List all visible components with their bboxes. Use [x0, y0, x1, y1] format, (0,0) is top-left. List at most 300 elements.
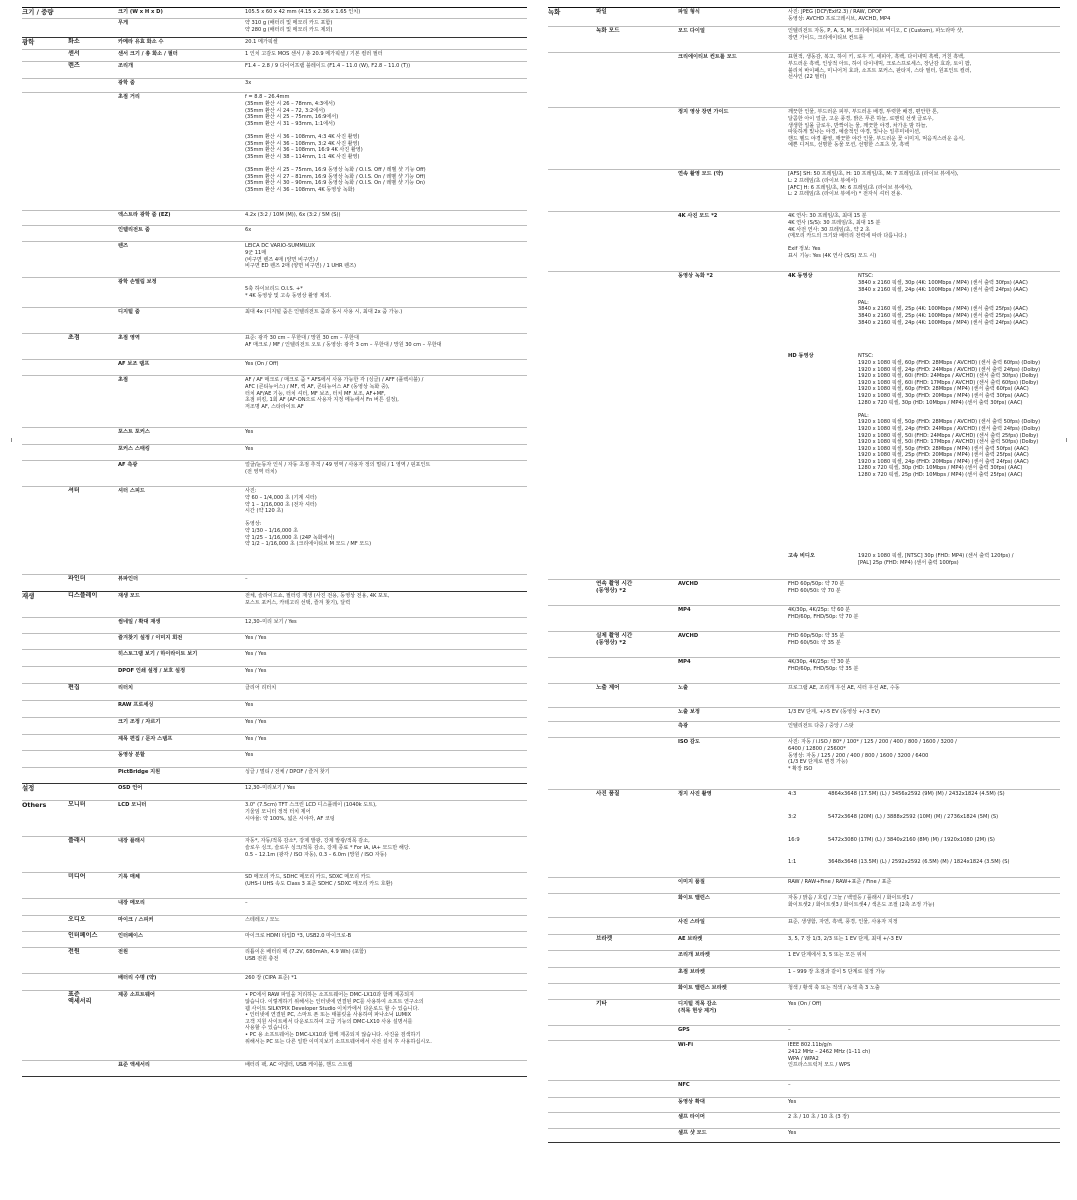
- spec-row: [548, 212, 1060, 272]
- spec-group: 화소: [68, 38, 80, 46]
- spec-group: [596, 171, 678, 209]
- spec-row: [22, 38, 527, 50]
- spec-group: 모니터: [68, 801, 86, 809]
- spec-item: OSD 언어: [118, 785, 143, 792]
- spec-row: [22, 618, 527, 634]
- spec-category: [22, 361, 68, 373]
- spec-item: 조리개: [118, 63, 134, 70]
- spec-row: [22, 62, 527, 79]
- spec-value: 청색 / 황색 축 또는 적색 / 녹색 축 3 노출: [788, 985, 880, 992]
- spec-group: 노출 제어: [596, 685, 620, 692]
- spec-item: 연속 촬영 모드 (약): [678, 171, 724, 178]
- spec-group: [596, 985, 678, 997]
- spec-category: 설정: [22, 784, 35, 793]
- spec-group: 플래시: [68, 837, 86, 845]
- spec-category: [548, 1114, 596, 1126]
- spec-value: 마이크로 HDMI 타입D *3, USB2.0 마이크로-B: [245, 933, 352, 940]
- spec-item: [678, 553, 788, 577]
- spec-category: [22, 488, 68, 572]
- spec-row: [22, 445, 527, 461]
- spec-item: 이미지 품질: [678, 879, 705, 886]
- spec-value: –: [245, 900, 248, 907]
- spec-value: Yes: [245, 752, 254, 759]
- spec-row: [548, 858, 1060, 878]
- spec-row: [548, 658, 1060, 684]
- spec-value: RAW / RAW+Fine / RAW+표준 / Fine / 표준: [788, 879, 892, 886]
- spec-value: –: [245, 576, 248, 583]
- spec-category: [22, 94, 68, 208]
- spec-group: [68, 94, 118, 208]
- spec-row: [22, 634, 527, 650]
- spec-group: [596, 659, 678, 681]
- spec-item: AE 브라켓: [678, 936, 703, 943]
- spec-subitem: 16:9: [788, 837, 800, 844]
- spec-group: [596, 859, 678, 875]
- spec-group: [68, 752, 118, 765]
- spec-group: [596, 1130, 678, 1140]
- spec-item: 광학 줌: [118, 80, 135, 87]
- spec-group: [596, 709, 678, 719]
- spec-value: NTSC: 3840 x 2160 픽셀, 30p (4K: 100Mbps / MP4) (센서 출력 30fps) (AAC) 3840 x 2160 픽셀, 24p (4K: 100Mbps / MP4) (센서 출력 24fps) (AAC) PAL: 3840 x 2160 픽셀, 25p (4K: 100Mbps / MP4) (센서 출력 25fps) (AAC) 3840 x 2160 픽셀, 25p (4K: 100Mbps / MP4) (센서 출력 25fps) (AAC) 3840 x 2160 픽셀, 24p (4K: 100Mbps / MP4) (센서 출력 24fps) (AAC): [858, 273, 1028, 326]
- spec-group: [68, 702, 118, 715]
- spec-category: [22, 736, 68, 748]
- spec-value: 스테레오 / 모노: [245, 917, 280, 924]
- spec-value: Yes / Yes: [245, 668, 267, 675]
- spec-value: 사진: 자동 / i.ISO / 80* / 100* / 125 / 200 / 400 / 800 / 1600 / 3200 / 6400 / 12800 / 25600* 동영상: 자동 / 125 / 200 / 400 / 800 / 1600 / 3200 / 6400 (1/3 EV 단계로 변경 가능) * 확장 ISO: [788, 739, 957, 772]
- spec-group: 오디오: [68, 916, 86, 924]
- spec-value: Yes (On / Off): [788, 1001, 822, 1008]
- spec-value: Yes: [245, 446, 254, 453]
- spec-group: [596, 723, 678, 735]
- spec-item: 기록 매체: [118, 874, 140, 881]
- spec-category: [22, 227, 68, 239]
- spec-item: 마이크 / 스피커: [118, 917, 154, 924]
- spec-item: 셀프 타이머: [678, 1114, 705, 1121]
- spec-item: 재생 모드: [118, 593, 140, 600]
- spec-group: 미디어: [68, 873, 86, 881]
- spec-value: 표현적, 생동감, 복고, 하이 키, 로우 키, 세피아, 흑백, 다이내믹 흑백, 거친 흑백, 부드러운 흑백, 인상적 아트, 하이 다이내믹, 크로스프로세스, 장난감 효과, 토이 팝, 블리치 바이패스, 미니어처 효과, 소프트 포커스, 판타지, 스타 필터, 원포인트 컬러, 선샤인 (22 필터): [788, 54, 972, 81]
- spec-row: [548, 708, 1060, 722]
- spec-group: [596, 553, 678, 577]
- spec-group: [596, 969, 678, 981]
- spec-group: [68, 769, 118, 781]
- spec-group: 센서: [68, 50, 80, 58]
- spec-group: [68, 377, 118, 425]
- spec-item: 포커스 스태킹: [118, 446, 150, 453]
- spec-row: [548, 1129, 1060, 1143]
- spec-row: [22, 684, 527, 701]
- spec-value: 최대 4x (디지털 줌은 인텔리전트 줌과 동시 사용 시, 최대 2x 줌 가능.): [245, 309, 403, 316]
- spec-row: [22, 751, 527, 768]
- spec-category: [22, 933, 68, 945]
- spec-row: [548, 684, 1060, 708]
- spec-group: [68, 243, 118, 275]
- spec-value: 인텔리전트 다중 / 중앙 / 스팟: [788, 723, 854, 730]
- spec-row: [548, 1041, 1060, 1081]
- spec-value: Yes: [245, 429, 254, 436]
- spec-value: Yes / Yes: [245, 719, 267, 726]
- spec-group: [596, 952, 678, 965]
- spec-item: 측광: [678, 723, 689, 730]
- spec-row: [22, 334, 527, 360]
- spec-group: [596, 1114, 678, 1126]
- spec-row: [548, 606, 1060, 632]
- spec-value: 깨끗한 인물, 부드러운 피부, 부드러운 배경, 뚜렷한 배경, 편안한 톤, 달콤한 아이 얼굴, 고운 풍경, 밝은 푸른 하늘, 로맨틱 선셋 글로우, 생생한 일몰 글로우, 반짝이는 물, 깨끗한 야경, 차가운 밤 하늘, 따뜻하게 빛나는 야경, 예술적인 야경, 빛나는 일루미네이션, 핸드 헬드 야경 촬영, 깨끗한 야간 인물, 부드러운 꽃 이미지, 먹음직스러운 음식, 예쁜 디저트, 선명한 동물 모션, 선명한 스포츠 샷, 흑백: [788, 109, 965, 149]
- spec-item: 내장 플래시: [118, 838, 145, 845]
- spec-group: 디스플레이: [68, 592, 98, 600]
- spec-group: [596, 895, 678, 915]
- spec-value: NTSC: 1920 x 1080 픽셀, 60p (FHD: 28Mbps / AVCHD) (센서 출력 60fps) (Dolby) 1920 x 1080 픽셀, 24p (FHD: 24Mbps / AVCHD) (센서 출력 24fps) (Dolby) 1920 x 1080 픽셀, 60i (FHD: 24Mbps / AVCHD) (센서 출력 30fps) (Dolby) 1920 x 1080 픽셀, 60i (FHD: 17Mbps / AVCHD) (센서 출력 60fps) (Dolby) 1920 x 1080 픽셀, 60p (FHD: 28Mbps / MP4) (센서 출력 60fps) (AAC) 1920 x 1080 픽셀, 30p (FHD: 20Mbps / MP4) (센서 출력 30fps) (AAC) 1280 x 720 픽셀, 30p (HD: 10Mbps / MP4) (센서 출력 30fps) (AAC) PAL: 1920 x 1080 픽셀, 50p (FHD: 28Mbps / AVCHD) (센서 출력 50fps) (Dolby) 1920 x 1080 픽셀, 24p (FHD: 24Mbps / AVCHD) (센서 출력 24fps) (Dolby) 1920 x 1080 픽셀, 50i (FHD: 24Mbps / AVCHD) (센서 출력 25fps) (Dolby) 1920 x 1080 픽셀, 50i (FHD: 17Mbps / AVCHD) (센서 출력 50fps) (Dolby) 1920 x 1080 픽셀, 50p (FHD: 28Mbps / MP4) (센서 출력 50fps) (AAC) 1920 x 1080 픽셀, 25p (FHD: 20Mbps / MP4) (센서 출력 25fps) (AAC) 1920 x 1080 픽셀, 24p (FHD: 20Mbps / MP4) (센서 출력 24fps) (AAC) 1280 x 720 픽셀, 30p (HD: 10Mbps / MP4) (센서 출력 30fps) (AAC) 1280 x 720 픽셀, 25p (HD: 10Mbps / MP4) (센서 출력 25fps) (AAC): [858, 353, 1041, 479]
- spec-row: [22, 974, 527, 991]
- spec-group: [596, 213, 678, 269]
- spec-row: [548, 1026, 1060, 1041]
- spec-item: 리터치: [118, 685, 134, 692]
- spec-item: GPS: [678, 1027, 690, 1034]
- margin-mark: [11, 438, 12, 442]
- spec-category: [22, 279, 68, 305]
- spec-row: [22, 768, 527, 784]
- spec-item: 광학 손떨림 보정: [118, 279, 157, 286]
- spec-value: 싱글 / 멀티 / 전체 / DPOF / 즐겨 찾기: [245, 769, 330, 776]
- spec-item: 센서 크기 / 총 화소 / 필터: [118, 51, 178, 58]
- spec-category: [22, 243, 68, 275]
- spec-group: [68, 900, 118, 913]
- spec-category: [548, 969, 596, 981]
- spec-category: [22, 874, 68, 896]
- spec-row: [548, 894, 1060, 918]
- spec-row: [548, 53, 1060, 108]
- spec-value: –: [788, 1082, 791, 1089]
- left-spec-table: [22, 7, 527, 1077]
- spec-value: 20.1 메가픽셀: [245, 39, 278, 46]
- spec-row: [22, 873, 527, 899]
- spec-item: 정지 사진 촬영: [678, 791, 712, 798]
- spec-group: 녹화 모드: [596, 28, 620, 35]
- spec-category: [548, 171, 596, 209]
- spec-category: [22, 462, 68, 484]
- spec-value: 1920 x 1080 픽셀, [NTSC] 30p (FHD: MP4) (센서 출력 120fps) / [PAL] 25p (FHD: MP4) (센서 출력 100fps): [858, 553, 1014, 566]
- spec-item: 크기 조정 / 자르기: [118, 719, 161, 726]
- spec-row: [548, 1081, 1060, 1098]
- spec-row: [22, 899, 527, 916]
- spec-value: 4.2x (3:2 / 10M (M)), 6x (3:2 / 5M (S)): [245, 212, 341, 219]
- spec-value: 2 초 / 10 초 / 10 초 (3 장): [788, 1114, 850, 1121]
- spec-value: 3.0" (7.5cm) TFT 스크린 LCD 디스플레이 (1040k 도트), 기울임 모니터 정적 터치 제어 시야율: 약 100%, 넓은 시야각, AF 코팅: [245, 802, 377, 822]
- spec-value: 사진: JPEG (DCF/Exif2.3) / RAW, DPOF 동영상: AVCHD 프로그레시브, AVCHD, MP4: [788, 9, 891, 22]
- spec-category: [22, 212, 68, 223]
- spec-category: 크기 / 중량: [22, 8, 54, 17]
- spec-value: Yes / Yes: [245, 651, 267, 658]
- spec-value: 3648x3648 (13.5M) (L) / 2592x2592 (6.5M) (M) / 1824x1824 (3.5M) (S): [828, 859, 1010, 866]
- spec-category: [22, 949, 68, 971]
- spec-value: 자동*, 자동/적목 감소*, 강제 발광, 강제 발광/적목 감소, 슬로우 싱크, 슬로우 싱크/적목 감소, 강제 종료 * For iA, iA+ 모드만 해당. 0.5 – 12.1m (광각 / ISO 자동), 0.3 – 6.0m (망원 / ISO 자동): [245, 838, 411, 858]
- spec-row: [548, 580, 1060, 606]
- spec-category: [548, 659, 596, 681]
- spec-row: [22, 93, 527, 211]
- spec-item: DPOF 인쇄 설정 / 보호 설정: [118, 668, 186, 675]
- spec-row: [22, 650, 527, 667]
- spec-item: 엑스트라 광학 줌 (EZ): [118, 212, 171, 219]
- spec-row: [548, 984, 1060, 1000]
- spec-category: [22, 80, 68, 90]
- spec-group: 연속 촬영 시간 (동영상) *2: [596, 581, 633, 595]
- spec-group: 기타: [596, 1001, 607, 1008]
- spec-row: [22, 916, 527, 932]
- spec-group: [68, 651, 118, 664]
- spec-group: [68, 975, 118, 988]
- spec-group: [68, 619, 118, 631]
- spec-item: [678, 837, 788, 856]
- spec-category: [22, 429, 68, 442]
- spec-category: [22, 917, 68, 929]
- spec-row: [548, 27, 1060, 53]
- spec-row: [22, 991, 527, 1061]
- spec-value: Yes / Yes: [245, 635, 267, 642]
- spec-row: [548, 790, 1060, 813]
- spec-row: [22, 308, 527, 334]
- spec-item: LCD 모니터: [118, 802, 147, 809]
- spec-value: • PC에서 RAW 파일을 처리하는 소프트웨어는 DMC-LX10과 함께 제공되지 않습니다. 이렇게하기 위해서는 인터넷에 연결된 PC를 사용하여 소프트 연구소의 웹 사이트 SILKYPIX Developer Studio 이치카에서 다운로드 할 수 있습니다. • 인터넷에 연결된 PC, 스마트 폰 또는 태블릿을 사용하여 파나소닉 LUMIX 고객 지원 사이트에서 다운로드하여 고급 기능의 DMC-LX10 사용 설명서를 사용할 수 있습니다. • PC 용 소프트웨어는 DMC-LX10과 함께 제공되지 않습니다. 사진을 검색하기 위해서는 PC 또는 다른 일반 이미지보기 소프트웨어에서 사전 설치 후 사용하십시오.: [245, 992, 432, 1045]
- spec-item: 정지 영상 장면 가이드: [678, 109, 729, 116]
- spec-item: [678, 859, 788, 875]
- spec-row: [548, 722, 1060, 738]
- spec-category: Others: [22, 801, 47, 810]
- spec-value: 1/3 EV 단계, +/-5 EV (동영상 +/-3 EV): [788, 709, 880, 716]
- spec-row: [548, 632, 1060, 658]
- spec-item: 화이트 밸런스: [678, 895, 710, 902]
- spec-item: 노출: [678, 685, 689, 692]
- spec-group: 편집: [68, 684, 80, 692]
- spec-value: AF / AF 매크로 / 매크로 줌 * AFS에서 사용 가능한 각 (싱글) / AFF (플렉시블) / AFC (콘티뉴어스) / MF, 퀵 AF, 콘티뉴어스 AF (동영상 녹화 중), 터치 AF/AE 기능, 터치 셔터, MF 보조, 터치 MF 보조, AF+MF, 초점 피킹, 1회 AF (AF-ON으로 사용자 지정 메뉴에서 Fn 버튼 설정), 저조명 AF, 스타라이트 AF: [245, 377, 424, 410]
- spec-category: [548, 879, 596, 891]
- spec-group: [68, 80, 118, 90]
- spec-value: FHD 60p/50p: 약 70 분 FHD 60i/50i: 약 70 분: [788, 581, 845, 594]
- spec-group: [68, 736, 118, 748]
- spec-category: [548, 936, 596, 948]
- spec-category: [548, 1130, 596, 1140]
- spec-row: [22, 360, 527, 376]
- spec-subitem: 4:3: [788, 791, 797, 798]
- spec-row: [548, 968, 1060, 984]
- spec-group: [68, 20, 118, 35]
- spec-row: [548, 108, 1060, 170]
- spec-item: 조리개 브라켓: [678, 952, 710, 959]
- spec-item: 4K 사진 모드 *2: [678, 213, 718, 220]
- spec-group: [596, 837, 678, 856]
- spec-item: 내장 메모리: [118, 900, 145, 907]
- spec-group: [68, 635, 118, 647]
- spec-category: [22, 838, 68, 870]
- spec-value: 리튬이온 배터리 팩 (7.2V, 680mAh, 4.9 Wh) (포함) USB 전원 충전: [245, 949, 367, 962]
- spec-value: 얼굴/눈동자 인식 / 자동 초점 추적 / 49 영역 / 사용자 정의 멀티 / 1 영역 / 핀포인트 (전 영역 터치): [245, 462, 431, 475]
- spec-category: [548, 1042, 596, 1078]
- spec-category: [548, 1099, 596, 1110]
- spec-row: [548, 738, 1060, 790]
- spec-category: 녹화: [548, 8, 561, 17]
- spec-item: RAW 프로세싱: [118, 702, 154, 709]
- spec-value: SD 메모리 카드, SDHC 메모리 카드, SDXC 메모리 카드 (UHS-I UHS 속도 Class 3 표준 SDHC / SDXC 메모리 카드 호환): [245, 874, 393, 887]
- spec-item: 셔터 스피드: [118, 488, 145, 495]
- spec-row: [22, 1061, 527, 1077]
- spec-row: [22, 948, 527, 974]
- spec-category: [548, 709, 596, 719]
- spec-category: [22, 377, 68, 425]
- spec-item: 배터리 수명 (약): [118, 975, 157, 982]
- spec-row: [22, 487, 527, 575]
- spec-value: 4K/30p, 4K/25p: 약 60 분 FHD/60p, FHD/50p: 약 70 분: [788, 607, 859, 620]
- spec-group: 초점: [68, 334, 80, 342]
- spec-value: 5축 하이브리드 O.I.S. +* * 4K 동영상 및 고속 동영상 촬영 제외.: [245, 285, 332, 299]
- spec-value: 1 인치 고감도 MOS 센서 / 총 20.9 메가픽셀 / 기본 컬러 필터: [245, 51, 383, 58]
- spec-group: [596, 739, 678, 787]
- spec-group: [68, 227, 118, 239]
- spec-value: Yes: [245, 702, 254, 709]
- spec-value: 12,30–미리보기 / Yes: [245, 785, 295, 792]
- spec-row: [548, 951, 1060, 968]
- spec-group: [596, 1042, 678, 1078]
- spec-row: [22, 8, 527, 19]
- spec-row: [548, 1098, 1060, 1113]
- spec-row: [22, 701, 527, 718]
- spec-group: [596, 273, 678, 350]
- spec-value: 3, 5, 7 장 1/3, 2/3 또는 1 EV 단계, 최대 +/-3 EV: [788, 936, 903, 943]
- spec-value: 전체, 슬라이드쇼, 필터링 재생 (사진 전용, 동영상 전용, 4K 포토, 포스트 포커스, 카테고리 선택, 즐겨 찾기), 달력: [245, 593, 390, 606]
- spec-category: [22, 335, 68, 357]
- spec-category: [22, 619, 68, 631]
- spec-group: [596, 919, 678, 932]
- spec-row: [548, 918, 1060, 935]
- spec-item: 동영상 녹화 *2: [678, 273, 713, 280]
- spec-item: 모드 다이얼: [678, 28, 705, 35]
- spec-category: [548, 581, 596, 603]
- spec-group: 브라켓: [596, 936, 613, 943]
- spec-item: ISO 감도: [678, 739, 700, 746]
- spec-row: [22, 19, 527, 38]
- spec-group: [68, 279, 118, 305]
- spec-item: 사진 스타일: [678, 919, 705, 926]
- spec-group: [596, 109, 678, 167]
- spec-value: 1 EV 단계에서 3, 5 또는 모든 위치: [788, 952, 867, 959]
- spec-group: [68, 9, 118, 16]
- spec-row: [22, 718, 527, 735]
- spec-category: [548, 553, 596, 577]
- spec-item: 파일 형식: [678, 9, 700, 16]
- spec-item: AF 보조 램프: [118, 361, 150, 368]
- spec-category: [22, 975, 68, 988]
- spec-value: 5472x3648 (20M) (L) / 3888x2592 (10M) (M) / 2736x1824 (5M) (S): [828, 814, 999, 821]
- spec-category: [22, 51, 68, 59]
- spec-item: MP4: [678, 607, 691, 614]
- spec-subitem: 4K 동영상: [788, 273, 813, 280]
- spec-category: [548, 1001, 596, 1023]
- spec-value: [AFS] SH: 50 프레임/초, H: 10 프레임/초, M: 7 프레임/초 (라이브 뷰에서), L: 2 프레임/초 (라이브 뷰에서) [AFC] H: 6 프레임/초, M: 6 프레임/초 (라이브 뷰에서), L: 2 프레임/초 (라이브 뷰에서) * 전자식 셔터 전용.: [788, 171, 959, 198]
- spec-row: [22, 461, 527, 487]
- spec-category: [548, 685, 596, 705]
- spec-category: [548, 985, 596, 997]
- spec-item: 노출 보정: [678, 709, 700, 716]
- spec-item: [678, 814, 788, 834]
- spec-item: AF 측광: [118, 462, 138, 469]
- spec-row: [548, 170, 1060, 212]
- spec-category: [22, 446, 68, 458]
- spec-group: [68, 446, 118, 458]
- spec-value: 사진: 약 60 – 1/4,000 초 (기계 셔터) 약 1 – 1/16,000 초 (전자 셔터) 시간 (약 120 초) 동영상: 약 1/30 – 1/16,000 초 약 1/25 – 1/16,000 초 (24P 녹화에서) 약 1/2 – 1/16,000 초 (크리에이티브 M 모드 / MF 모드): [245, 488, 372, 548]
- spec-group: [68, 462, 118, 484]
- spec-group: [596, 1099, 678, 1110]
- spec-value: 4K/30p, 4K/25p: 약 30 분 FHD/60p, FHD/50p: 약 35 분: [788, 659, 859, 672]
- spec-value: 4864x3648 (17.5M) (L) / 3456x2592 (9M) (M) / 2432x1824 (4.5M) (S): [828, 791, 1005, 798]
- spec-item: 뷰파인더: [118, 576, 139, 583]
- spec-group: [68, 785, 118, 798]
- spec-item: PictBridge 지원: [118, 769, 161, 776]
- spec-value: Yes / Yes: [245, 736, 267, 743]
- spec-category: [548, 109, 596, 167]
- spec-row: [22, 735, 527, 751]
- spec-group: [68, 309, 118, 331]
- spec-item: 동영상 분할: [118, 752, 145, 759]
- spec-value: 260 장 (CIPA 표준) *1: [245, 975, 298, 982]
- spec-category: [22, 752, 68, 765]
- spec-value: 5472x3080 (17M) (L) / 3840x2160 (8M) (M) / 1920x1080 (2M) (S): [828, 837, 995, 844]
- spec-row: [22, 79, 527, 93]
- spec-row: [548, 935, 1060, 951]
- spec-row: [548, 552, 1060, 580]
- spec-value: 프로그램 AE, 조리개 우선 AE, 셔터 우선 AE, 수동: [788, 685, 900, 692]
- spec-category: [22, 63, 68, 76]
- spec-group: [596, 54, 678, 105]
- spec-category: [548, 739, 596, 787]
- spec-row: [22, 575, 527, 592]
- spec-row: [22, 932, 527, 948]
- spec-value: 105.5 x 60 x 42 mm (4.15 x 2.36 x 1.65 인치): [245, 9, 361, 16]
- spec-group: [68, 212, 118, 223]
- spec-item: 초점 영역: [118, 335, 140, 342]
- spec-row: [548, 836, 1060, 858]
- spec-group: 실제 촬영 시간 (동영상) *2: [596, 633, 633, 647]
- spec-item: AVCHD: [678, 633, 699, 640]
- spec-value: 클리어 리터치: [245, 685, 277, 692]
- spec-item: NFC: [678, 1082, 690, 1089]
- spec-item: 전원: [118, 949, 129, 956]
- spec-category: [548, 723, 596, 735]
- spec-item: AVCHD: [678, 581, 699, 588]
- spec-value: Yes: [788, 1130, 797, 1137]
- spec-item: 렌즈: [118, 243, 129, 250]
- spec-item: 셀프 샷 모드: [678, 1130, 707, 1137]
- spec-row: [22, 211, 527, 226]
- spec-value: 3x: [245, 80, 252, 87]
- spec-category: [22, 651, 68, 664]
- spec-category: [22, 635, 68, 647]
- spec-category: [22, 769, 68, 781]
- spec-category: [22, 685, 68, 698]
- spec-category: [548, 607, 596, 629]
- spec-item: 인터페이스: [118, 933, 144, 940]
- spec-item: 화이트 밸런스 브라켓: [678, 985, 727, 992]
- spec-category: [548, 28, 596, 50]
- spec-item: 디지털 줌: [118, 309, 140, 316]
- spec-row: [22, 667, 527, 684]
- margin-mark: [1066, 438, 1067, 442]
- spec-value: –: [788, 1027, 791, 1034]
- spec-category: [548, 952, 596, 965]
- spec-category: [22, 309, 68, 331]
- spec-row: [22, 801, 527, 837]
- spec-item: 초점: [118, 377, 129, 384]
- spec-subitem: 3:2: [788, 814, 797, 821]
- spec-row: [22, 226, 527, 242]
- spec-row: [22, 278, 527, 308]
